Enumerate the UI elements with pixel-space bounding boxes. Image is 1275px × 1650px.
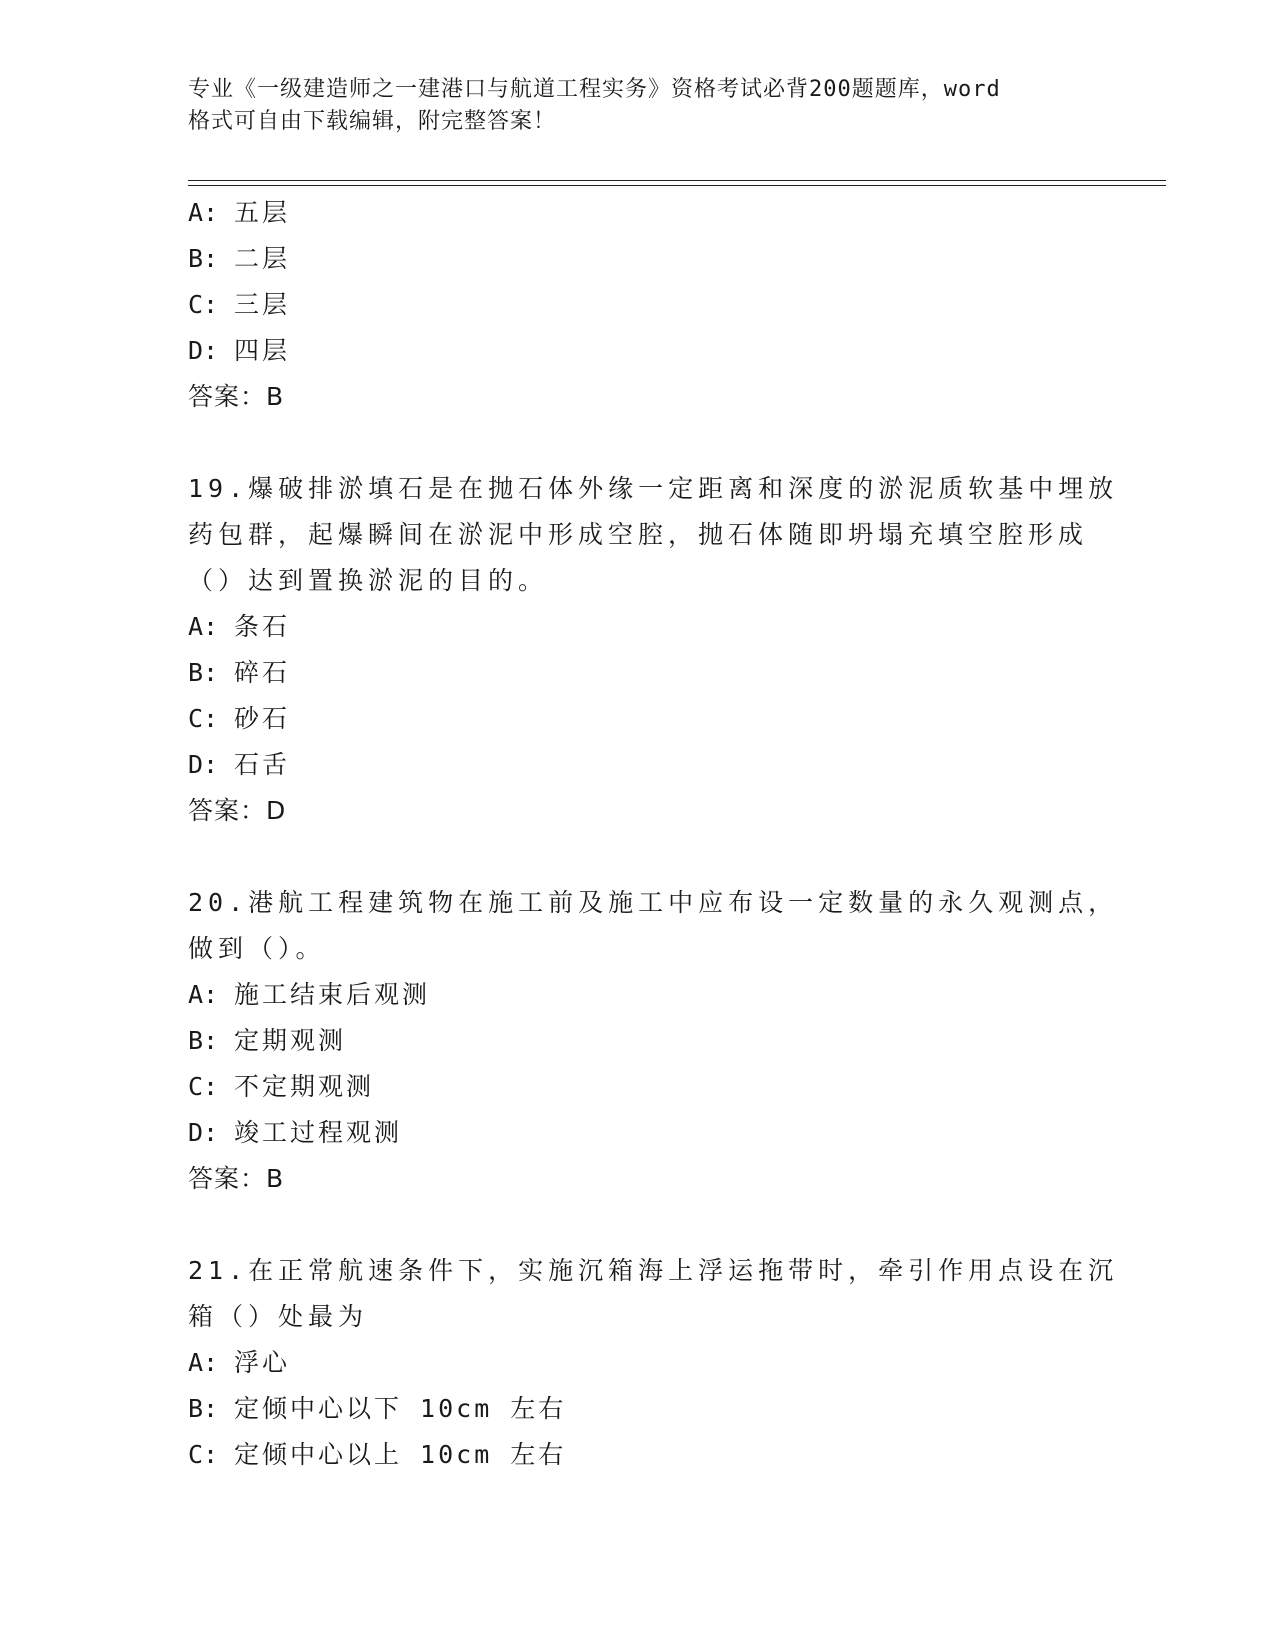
option-d [188, 328, 1088, 374]
answer-line: 答案：D [188, 796, 287, 825]
header-divider-bottom [188, 185, 1166, 186]
option-b [188, 1386, 1088, 1432]
option-text: 三层 [234, 290, 291, 319]
option-key: A: [188, 612, 219, 641]
question-21 [188, 1248, 1119, 1478]
option-text: 二层 [234, 244, 291, 273]
question-19 [188, 466, 1119, 834]
header-divider-top [188, 180, 1166, 181]
option-key: C: [188, 704, 219, 733]
option-key: D: [188, 336, 219, 365]
option-key: C: [188, 290, 219, 319]
option-a [188, 1340, 1088, 1386]
option-key: B: [188, 244, 219, 273]
question-text-line: 21.在正常航速条件下，实施沉箱海上浮运拖带时，牵引作用点设在沉 [188, 1256, 1119, 1285]
option-d [188, 742, 1088, 788]
option-text: 定期观测 [234, 1026, 347, 1055]
question-text-line: 药包群，起爆瞬间在淤泥中形成空腔，抛石体随即坍塌充填空腔形成 [188, 520, 1089, 549]
option-text: 石舌 [234, 750, 291, 779]
header-line-1: 专业《一级建造师之一建港口与航道工程实务》资格考试必背200题题库，word [188, 77, 1001, 102]
option-b [188, 1018, 1088, 1064]
option-key: C: [188, 1440, 219, 1469]
question-list [188, 190, 1119, 1478]
option-key: D: [188, 750, 219, 779]
option-text: 不定期观测 [234, 1072, 375, 1101]
option-text: 定倾中心以下 10cm 左右 [234, 1394, 567, 1423]
option-c [188, 1432, 1088, 1478]
option-key: A: [188, 1348, 219, 1377]
option-c [188, 1064, 1088, 1110]
option-b [188, 236, 1088, 282]
option-text: 定倾中心以上 10cm 左右 [234, 1440, 567, 1469]
option-text: 施工结束后观测 [234, 980, 431, 1009]
option-c [188, 282, 1088, 328]
option-c [188, 696, 1088, 742]
option-text: 浮心 [234, 1348, 291, 1377]
option-text: 砂石 [234, 704, 291, 733]
option-key: D: [188, 1118, 219, 1147]
option-d [188, 1110, 1088, 1156]
answer-line: 答案：B [188, 1164, 285, 1193]
question-text-line: 做到（）。 [188, 934, 326, 963]
option-text: 四层 [234, 336, 291, 365]
document-header [188, 74, 1068, 138]
option-key: A: [188, 198, 219, 227]
option-key: B: [188, 658, 219, 687]
option-text: 条石 [234, 612, 291, 641]
answer-line: 答案：B [188, 382, 285, 411]
option-key: B: [188, 1394, 219, 1423]
question-text-line: （）达到置换淤泥的目的。 [188, 566, 549, 595]
option-a [188, 190, 1088, 236]
option-text: 五层 [234, 198, 291, 227]
option-a [188, 604, 1088, 650]
question-text-line: 20.港航工程建筑物在施工前及施工中应布设一定数量的永久观测点， [188, 888, 1119, 917]
question-18 [188, 190, 1088, 420]
question-text-line: 19.爆破排淤填石是在抛石体外缘一定距离和深度的淤泥质软基中埋放 [188, 474, 1119, 503]
option-a [188, 972, 1088, 1018]
question-text-line: 箱（）处最为 [188, 1302, 369, 1331]
option-text: 竣工过程观测 [234, 1118, 403, 1147]
option-key: C: [188, 1072, 219, 1101]
option-text: 碎石 [234, 658, 291, 687]
header-line-2: 格式可自由下载编辑，附完整答案！ [188, 109, 557, 134]
option-key: B: [188, 1026, 219, 1055]
option-key: A: [188, 980, 219, 1009]
question-20 [188, 880, 1119, 1202]
option-b [188, 650, 1088, 696]
